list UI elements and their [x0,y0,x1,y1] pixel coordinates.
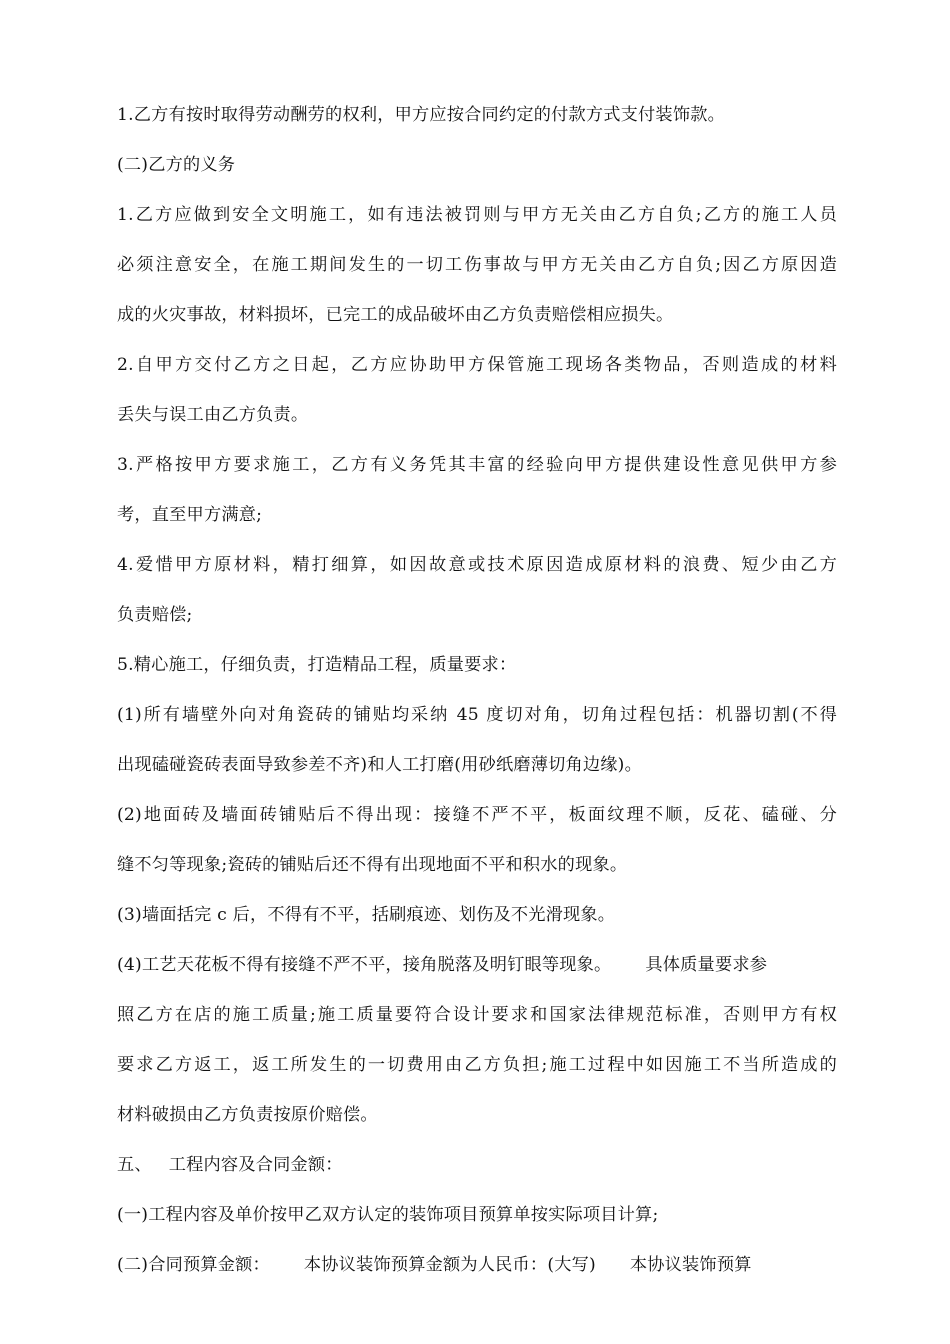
text-line: 考，直至甲方满意; [117,505,263,525]
text-line: 5.精心施工，仔细负责，打造精品工程，质量要求： [117,655,517,675]
text-line: (二)合同预算金额： 本协议装饰预算金额为人民币：(大写) 本协议装饰预算 [117,1255,752,1275]
text-line: 负责赔偿; [117,605,193,625]
text-line: (4)工艺天花板不得有接缝不严不平，接角脱落及明钉眼等现象。 具体质量要求参 [117,955,768,975]
text-line: 必须注意安全，在施工期间发生的一切工伤事故与甲方无关由乙方自负;因乙方原因造 [117,255,837,275]
text-line: 材料破损由乙方负责按原价赔偿。 [117,1105,378,1125]
text-line: 1.乙方应做到安全文明施工，如有违法被罚则与甲方无关由乙方自负;乙方的施工人员 [117,205,837,225]
text-line: 4.爱惜甲方原材料，精打细算，如因故意或技术原因造成原材料的浪费、短少由乙方 [117,555,837,575]
text-line: 缝不匀等现象;瓷砖的铺贴后还不得有出现地面不平和积水的现象。 [117,855,628,875]
text-line: 照乙方在店的施工质量;施工质量要符合设计要求和国家法律规范标准，否则甲方有权 [117,1005,837,1025]
text-line: 3.严格按甲方要求施工，乙方有义务凭其丰富的经验向甲方提供建设性意见供甲方参 [117,455,837,475]
text-line: (一)工程内容及单价按甲乙双方认定的装饰项目预算单按实际项目计算; [117,1205,659,1225]
text-line: (2)地面砖及墙面砖铺贴后不得出现：接缝不严不平，板面纹理不顺，反花、磕碰、分 [117,805,837,825]
text-line: 出现磕碰瓷砖表面导致参差不齐)和人工打磨(用砂纸磨薄切角边缘)。 [117,755,642,775]
section-heading: (二)乙方的义务 [117,155,236,175]
text-line: 丢失与误工由乙方负责。 [117,405,309,425]
text-line: 要求乙方返工，返工所发生的一切费用由乙方负担;施工过程中如因施工不当所造成的 [117,1055,837,1075]
text-line: 1.乙方有按时取得劳动酬劳的权利，甲方应按合同约定的付款方式支付装饰款。 [117,105,725,125]
text-line: 成的火灾事故，材料损坏，已完工的成品破坏由乙方负责赔偿相应损失。 [117,305,674,325]
text-line: (1)所有墙壁外向对角瓷砖的铺贴均采纳 45 度切对角，切角过程包括：机器切割(不得 [117,705,837,725]
text-line: (3)墙面括完 c 后，不得有不平，括刷痕迹、划伤及不光滑现象。 [117,905,616,925]
text-line: 2.自甲方交付乙方之日起，乙方应协助甲方保管施工现场各类物品，否则造成的材料 [117,355,837,375]
section-heading: 五、 工程内容及合同金额： [117,1155,343,1175]
